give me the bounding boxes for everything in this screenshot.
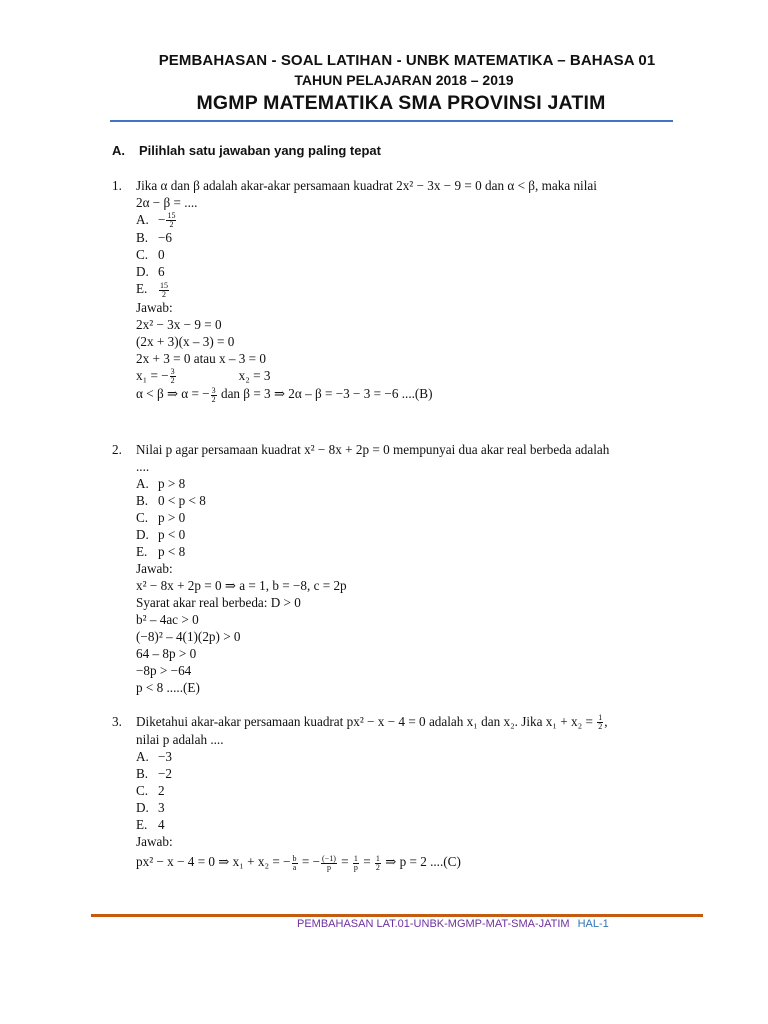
option-d: D. p < 0 — [136, 527, 186, 542]
section-heading — [112, 143, 381, 158]
option-c: C. 0 — [136, 247, 165, 263]
header-organization: MGMP MATEMATIKA SMA PROVINSI JATIM — [196, 92, 606, 114]
section-instruction: Pilihlah satu jawaban yang paling tepat — [139, 143, 381, 158]
solution-step: p < 8 .....(E) — [136, 680, 200, 695]
answer-label: Jawab: — [136, 561, 173, 576]
answer-label: Jawab: — [136, 834, 173, 850]
question-3 — [112, 713, 692, 872]
solution-step: x² − 8x + 2p = 0 ⇒ a = 1, b = −8, c = 2p — [136, 578, 347, 593]
fraction: $\frac{15}{2}$ — [167, 211, 176, 230]
header-title: PEMBAHASAN - SOAL LATIHAN - UNBK MATEMATIKA – BAHASA 01 — [158, 52, 656, 69]
question-stem: Nilai p agar persamaan kuadrat x² − 8x + 2p = 0 mempunyai dua akar real berbeda adalah — [136, 442, 610, 457]
option-e: E. $\frac{15}{2}$ — [136, 280, 168, 299]
option-d: D. 6 — [136, 264, 165, 280]
solution-step: 2x² − 3x − 9 = 0 — [136, 316, 222, 332]
solution-step: (2x + 3)(x – 3) = 0 — [136, 333, 235, 349]
option-b: B. −2 — [136, 766, 173, 782]
option-a: A. − $\frac{15}{2}$ — [136, 211, 176, 230]
solution-step: Syarat akar real berbeda: D > 0 — [136, 595, 301, 610]
solution-step: x₁ = − $\frac{3}{2}$ x₂ = 3 — [136, 367, 271, 386]
question-2 — [112, 441, 692, 696]
option-a: A. p > 8 — [136, 476, 186, 491]
question-1 — [112, 177, 692, 404]
solution-step: 2x + 3 = 0 atau x – 3 = 0 — [136, 350, 266, 366]
question-stem: Diketahui akar-akar persamaan kuadrat px² − x − 4 = 0 adalah x₁ dan x₂. Jika x₁ + x₂ = $\frac{1}{2}$ , — [136, 713, 608, 732]
option-b: B. −6 — [136, 230, 173, 246]
question-number: 3. — [112, 714, 122, 729]
solution-step: (−8)² – 4(1)(2p) > 0 — [136, 629, 241, 644]
footer-text: PEMBAHASAN LAT.01-UNBK-MGMP-MAT-SMA-JATIM — [297, 918, 570, 930]
solution-step: px² − x − 4 = 0 ⇒ x₁ + x₂ = − $\frac{b}{a}$ = − $\frac{(-1)}{p}$ = $\frac{1}{p}$ = $\frac{1}{2}$ ⇒ p = 2 ....(C) — [136, 853, 461, 872]
page-footer — [297, 918, 609, 930]
option-c: C. p > 0 — [136, 510, 186, 525]
solution-step: α < β ⇒ α = − $\frac{3}{2}$ dan β = 3 ⇒ 2α – β = −3 − 3 = −6 ....(B) — [136, 385, 433, 404]
solution-step: 64 – 8p > 0 — [136, 646, 197, 661]
fraction: $\frac{15}{2}$ — [160, 280, 168, 299]
option-c: C. 2 — [136, 783, 165, 799]
footer-divider — [91, 914, 703, 917]
document-header — [0, 52, 768, 115]
question-stem: Jika α dan β adalah akar-akar persamaan kuadrat 2x² − 3x − 9 = 0 dan α < β, maka nilai — [136, 178, 597, 193]
question-number: 1. — [112, 178, 122, 193]
solution-step: −8p > −64 — [136, 663, 192, 678]
option-b: B. 0 < p < 8 — [136, 493, 206, 508]
solution-step: b² – 4ac > 0 — [136, 612, 199, 627]
option-e: E. 4 — [136, 817, 165, 833]
option-a: A. −3 — [136, 749, 173, 765]
option-d: D. 3 — [136, 800, 165, 816]
question-stem-cont: .... — [136, 459, 150, 474]
header-year: TAHUN PELAJARAN 2018 – 2019 — [294, 72, 514, 88]
question-stem-cont: nilai p adalah .... — [136, 732, 224, 748]
header-divider — [110, 120, 673, 122]
section-label: A. — [112, 143, 125, 158]
answer-label: Jawab: — [136, 299, 173, 315]
page-number: HAL-1 — [577, 918, 609, 930]
question-number: 2. — [112, 442, 122, 457]
option-e: E. p < 8 — [136, 544, 186, 559]
question-stem-cont: 2α − β = .... — [136, 195, 198, 210]
